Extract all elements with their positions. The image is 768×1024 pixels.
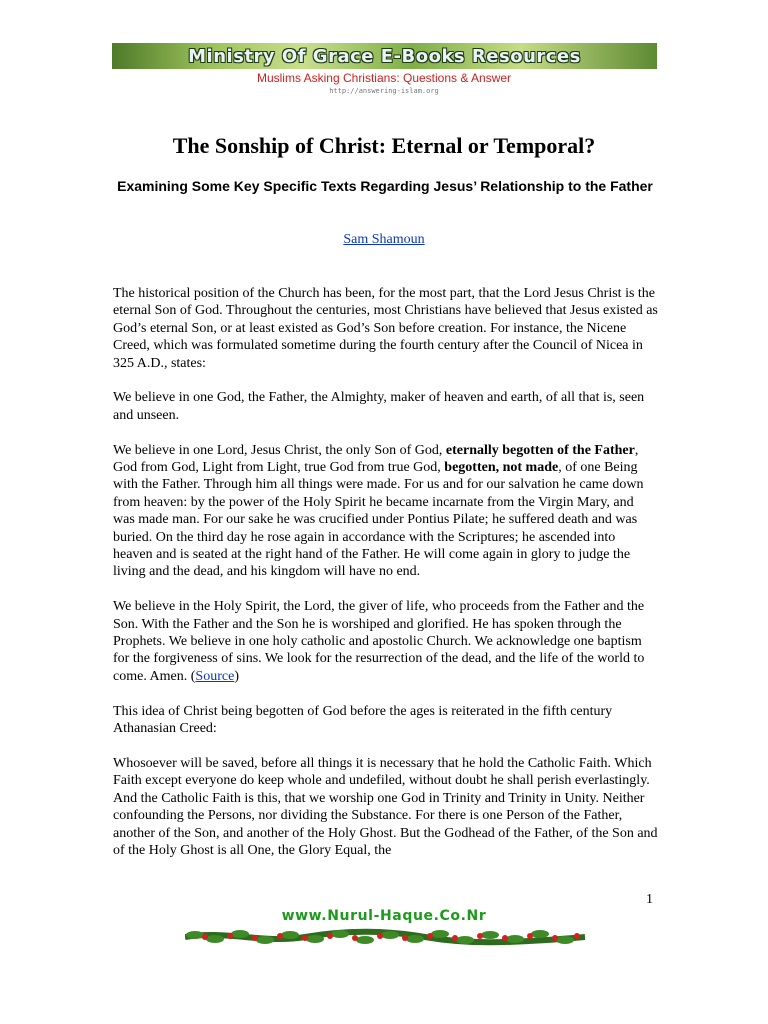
creed-son-bold-eternally: eternally begotten of the Father: [445, 442, 635, 458]
paragraph-creed-spirit: [113, 598, 658, 685]
creed-spirit-text: We believe in the Holy Spirit, the Lord, the giver of life, who proceeds from the Father and the Son. With the Father and the Son he is worshiped and glorified. He has spoken through the Prophets. We believe in one holy catholic and apostolic Church. We acknowledge one baptism for the forgiveness of sins. We look for the resurrection of the dead, and the life of the world to come. Amen. (: [113, 599, 645, 684]
paragraph-intro: The historical position of the Church has been, for the most part, that the Lord Jesus Christ is the eternal Son of God. Throughout the centuries, most Christians have believed that Jesus existed as God’s eternal Son, or at least existed as God’s Son before creation. For instance, the Nicene Creed, which was formulated sometime during the fourth century after the Council of Nicea in 325 A.D., states:: [113, 286, 658, 371]
paragraph-creed-father: We believe in one God, the Father, the Almighty, maker of heaven and earth, of all that is, seen and unseen.: [113, 390, 645, 423]
header-banner: [112, 43, 657, 69]
paragraph-athanasian-intro: This idea of Christ being begotten of God before the ages is reiterated in the fifth century Athanasian Creed:: [113, 703, 613, 737]
document-subtitle: Examining Some Key Specific Texts Regarding Jesus’ Relationship to the Father: [117, 178, 653, 194]
document-title: The Sonship of Christ: Eternal or Temporal?: [172, 133, 596, 158]
creed-son-bold-begotten: begotten, not made: [444, 460, 559, 476]
paragraph-athanasian-creed: Whosoever will be saved, before all things it is necessary that he hold the Catholic Faith. Which Faith except everyone do keep whole and undefiled, without doubt he shall perish everlastingly. And the Catholic Faith is this, that we worship one God in Trinity and Trinity in Unity. Neither confounding the Persons, nor dividing the Substance. For there is one Person of the Father, another of the Son, and another of the Holy Ghost. But the Godhead of the Father, of the Son and of the Holy Ghost is all One, the Glory Equal, the: [113, 755, 658, 858]
paragraph-creed-son: [113, 442, 658, 581]
header-url: http://answering-islam.org: [329, 87, 439, 95]
author-line: [0, 232, 768, 248]
creed-son-text-a: We believe in one Lord, Jesus Christ, the only Son of God,: [113, 442, 446, 458]
holly-garland-icon: [185, 926, 585, 948]
header-subtitle: Muslims Asking Christians: Questions & Answer: [256, 71, 512, 85]
creed-son-text-e: , of one Being with the Father. Through him all things were made. For us and for our salvation he came down from heaven: by the power of the Holy Spirit he became incarnate from the Virgin Mary, and was made man. For our sake he was crucified under Pontius Pilate; he suffered death and was buried. On the third day he rose again in accordance with the Scriptures; he ascended into heaven and is seated at the right hand of the Father. He will come again in glory to judge the living and the dead, and his kingdom will have no end.: [113, 460, 644, 580]
creed-spirit-close: ): [234, 668, 239, 684]
source-link[interactable]: Source: [195, 668, 235, 684]
banner-title: Ministry Of Grace E-Books Resources: [188, 45, 581, 67]
page-number: 1: [646, 892, 653, 907]
author-link[interactable]: Sam Shamoun: [343, 232, 425, 247]
footer-url: www.Nurul-Haque.Co.Nr: [281, 908, 487, 924]
document-body: [113, 285, 658, 877]
creed-son-text-c: , God from God, Light from Light, true God from true God,: [113, 442, 639, 476]
